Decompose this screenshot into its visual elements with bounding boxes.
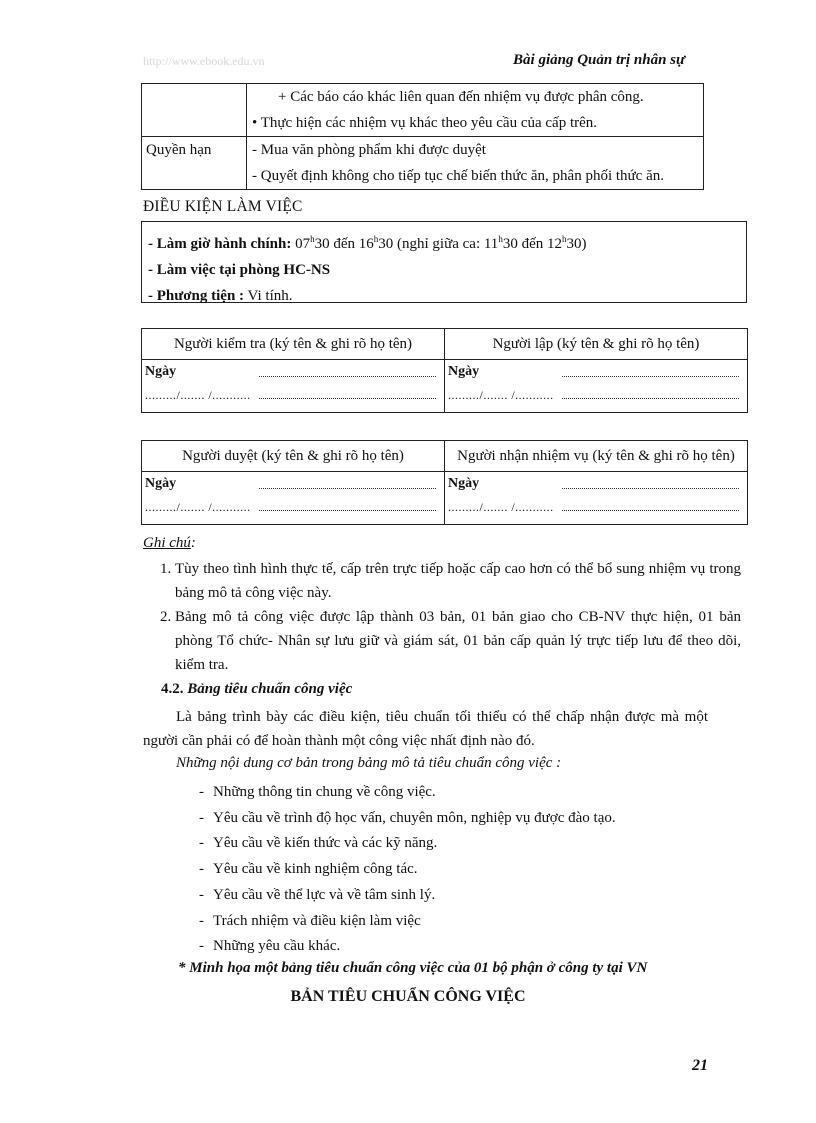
requirement-item: - Yêu cầu về trình độ học vấn, chuyên môn, nghiệp vụ được đào tạo. bbox=[199, 806, 616, 832]
note-item: 1. Tùy theo tình hình thực tế, cấp trên trực tiếp hoặc cấp cao hơn có thể bổ sung nhiệm vụ trong bảng mô tả công việc này. bbox=[175, 557, 741, 605]
place-line: - Làm việc tại phòng HC-NS bbox=[148, 262, 331, 278]
signer-approver: Người duyệt (ký tên & ghi rõ họ tên) bbox=[142, 441, 445, 472]
section-paragraph: Là bảng trình bày các điều kiện, tiêu chuẩn tối thiểu có thể chấp nhận được mà một người cần phải có để hoàn thành một công việc nhất định nào đó. bbox=[143, 709, 708, 749]
illustration-note: * Minh họa một bảng tiêu chuẩn công việc của 01 bộ phận ở công ty tại VN bbox=[178, 960, 648, 976]
requirement-item: - Yêu cầu về kiến thức và các kỹ năng. bbox=[199, 831, 616, 857]
requirements-list bbox=[199, 780, 616, 960]
conditions-heading: ĐIỀU KIỆN LÀM VIỆC bbox=[143, 198, 303, 215]
signature-box[interactable]: Ngày ........./....... /........... bbox=[445, 360, 748, 413]
signature-box[interactable]: Ngày ........./....... /........... bbox=[142, 472, 445, 525]
signer-checker: Người kiểm tra (ký tên & ghi rõ họ tên) bbox=[142, 329, 445, 360]
caption-title: BẢN TIÊU CHUẨN CÔNG VIỆC bbox=[290, 988, 526, 1005]
signature-box[interactable]: Ngày ........./....... /........... bbox=[142, 360, 445, 413]
authority-label: Quyền hạn bbox=[142, 137, 247, 190]
notes-title: Ghi chú: bbox=[143, 535, 196, 551]
requirement-item: - Yêu cầu về thể lực và về tâm sinh lý. bbox=[199, 883, 616, 909]
signature-box[interactable]: Ngày ........./....... /........... bbox=[445, 472, 748, 525]
requirements-lead: Những nội dung cơ bản trong bảng mô tả tiêu chuẩn công việc : bbox=[176, 755, 562, 771]
signature-table-2 bbox=[141, 440, 748, 525]
signature-table-1 bbox=[141, 328, 748, 413]
signer-preparer: Người lập (ký tên & ghi rõ họ tên) bbox=[445, 329, 748, 360]
conditions-box bbox=[141, 221, 747, 303]
notes-list bbox=[143, 557, 741, 677]
header-url: http://www.ebook.edu.vn bbox=[143, 54, 265, 68]
hours-line: - Làm giờ hành chính: 07$^h$30 đến 16$^h$30 (nghỉ giữa ca: 11$^h$30 đến 12$^h$30) bbox=[148, 234, 587, 252]
duties-empty-cell bbox=[142, 84, 247, 137]
requirement-item: - Yêu cầu về kinh nghiệm công tác. bbox=[199, 857, 616, 883]
page-number: 21 bbox=[692, 1057, 708, 1074]
authority-line: - Quyết định không cho tiếp tục chế biến thức ăn, phân phối thức ăn. bbox=[252, 168, 664, 184]
requirement-item: - Trách nhiệm và điều kiện làm việc bbox=[199, 909, 616, 935]
requirement-item: - Những thông tin chung về công việc. bbox=[199, 780, 616, 806]
section-heading: 4.2. Bảng tiêu chuẩn công việc bbox=[161, 681, 353, 697]
duties-line: • Thực hiện các nhiệm vụ khác theo yêu cầu của cấp trên. bbox=[252, 115, 598, 131]
tools-line: - Phương tiện : Vi tính. bbox=[148, 288, 293, 304]
header-title: Bài giảng Quản trị nhân sự bbox=[513, 52, 685, 68]
requirement-item: - Những yêu cầu khác. bbox=[199, 934, 616, 960]
note-item: 2. Bảng mô tả công việc được lập thành 03 bản, 01 bản giao cho CB-NV thực hiện, 01 bản phòng Tổ chức- Nhân sự lưu giữ và giám sát, 01 bản cấp quản lý trực tiếp lưu để theo dõi, kiểm tra. bbox=[175, 605, 741, 677]
authority-line: - Mua văn phòng phẩm khi được duyệt bbox=[252, 142, 486, 158]
duties-table bbox=[141, 83, 704, 190]
duties-line: + Các báo cáo khác liên quan đến nhiệm vụ được phân công. bbox=[278, 89, 644, 105]
signer-assignee: Người nhận nhiệm vụ (ký tên & ghi rõ họ tên) bbox=[445, 441, 748, 472]
